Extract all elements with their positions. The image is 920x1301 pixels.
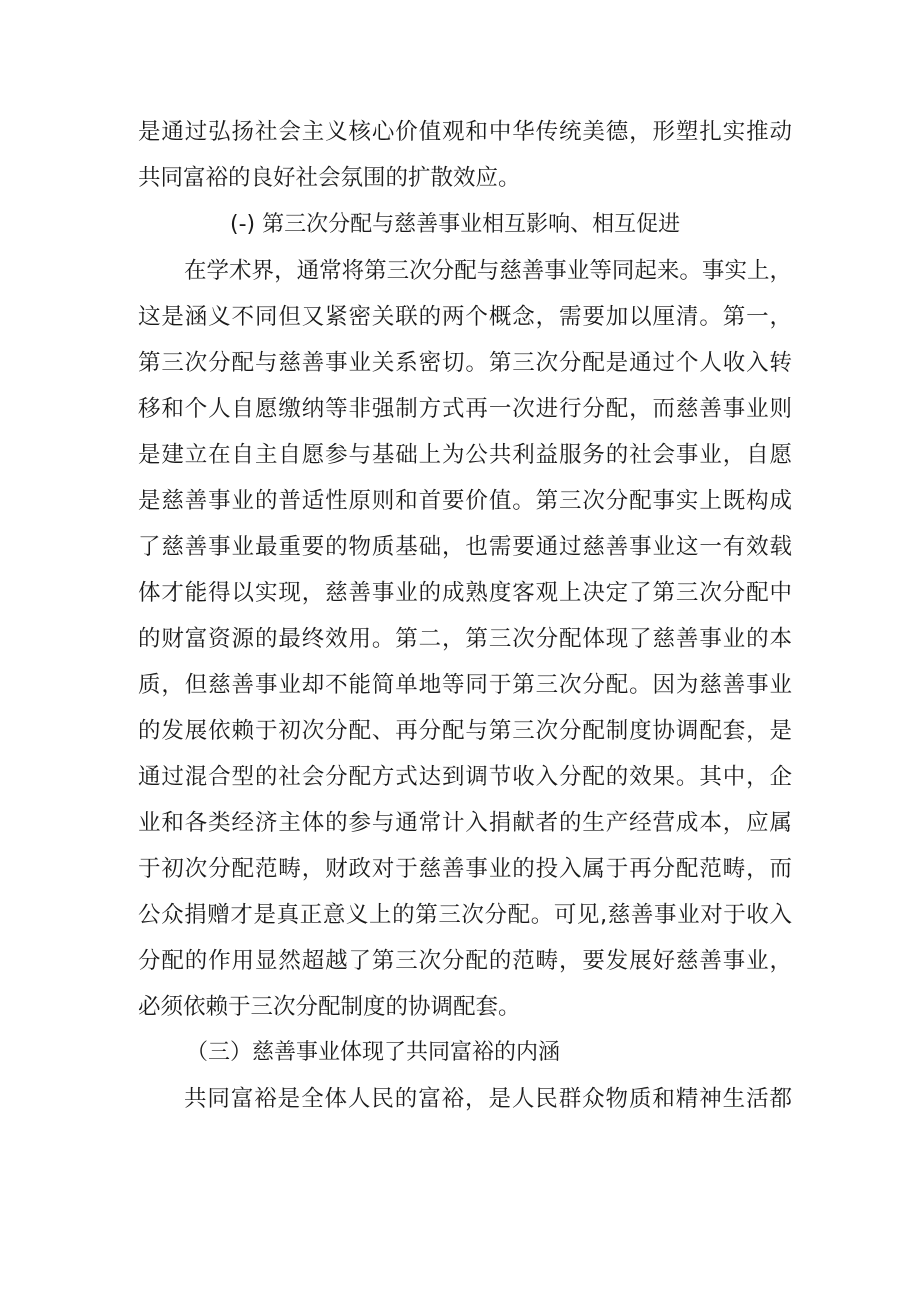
section-three-heading: （三）慈善事业体现了共同富裕的内涵 — [186, 1040, 561, 1065]
section-two-paragraph-line: 移和个人自愿缴纳等非强制方式再一次进行分配，而慈善事业则 — [138, 396, 792, 422]
section-two-paragraph-line: 公众捐赠才是真正意义上的第三次分配。可见,慈善事业对于收入 — [138, 902, 792, 928]
section-two-paragraph-line: 于初次分配范畴，财政对于慈善事业的投入属于再分配范畴，而 — [138, 856, 792, 882]
section-two-paragraph-line: 在学术界，通常将第三次分配与慈善事业等同起来。事实上， — [184, 258, 792, 284]
section-two-paragraph-line: 质，但慈善事业却不能简单地等同于第三次分配。因为慈善事业 — [138, 672, 792, 698]
section-two-paragraph-line: 业和各类经济主体的参与通常计入捐献者的生产经营成本，应属 — [138, 810, 792, 836]
section-two-paragraph-line: 是建立在自主自愿参与基础上为公共利益服务的社会事业，自愿 — [138, 442, 792, 468]
section-two-paragraph-line: 了慈善事业最重要的物质基础，也需要通过慈善事业这一有效载 — [138, 534, 792, 560]
section-two-paragraph-line: 是慈善事业的普适性原则和首要价值。第三次分配事实上既构成 — [138, 488, 792, 514]
section-two-paragraph-line: 体才能得以实现，慈善事业的成熟度客观上决定了第三次分配中 — [138, 580, 792, 606]
section-two-paragraph-line: 第三次分配与慈善事业关系密切。第三次分配是通过个人收入转 — [138, 350, 792, 376]
section-two-paragraph-line: 必须依赖于三次分配制度的协调配套。 — [138, 994, 521, 1020]
section-two-paragraph-line: 分配的作用显然超越了第三次分配的范畴，要发展好慈善事业， — [138, 948, 792, 974]
intro-paragraph-line: 共同富裕的良好社会氛围的扩散效应。 — [138, 165, 521, 191]
section-three-paragraph-line: 共同富裕是全体人民的富裕，是人民群众物质和精神生活都 — [184, 1086, 792, 1112]
section-two-paragraph-line: 通过混合型的社会分配方式达到调节收入分配的效果。其中，企 — [138, 764, 792, 790]
intro-paragraph-line: 是通过弘扬社会主义核心价值观和中华传统美德，形塑扎实推动 — [138, 119, 792, 145]
section-two-paragraph-line: 的财富资源的最终效用。第二，第三次分配体现了慈善事业的本 — [138, 626, 792, 652]
section-two-heading: (-) 第三次分配与慈善事业相互影响、相互促进 — [230, 212, 681, 237]
section-two-paragraph-line: 这是涵义不同但又紧密关联的两个概念，需要加以厘清。第一， — [138, 304, 792, 330]
section-two-paragraph-line: 的发展依赖于初次分配、再分配与第三次分配制度协调配套，是 — [138, 718, 792, 744]
